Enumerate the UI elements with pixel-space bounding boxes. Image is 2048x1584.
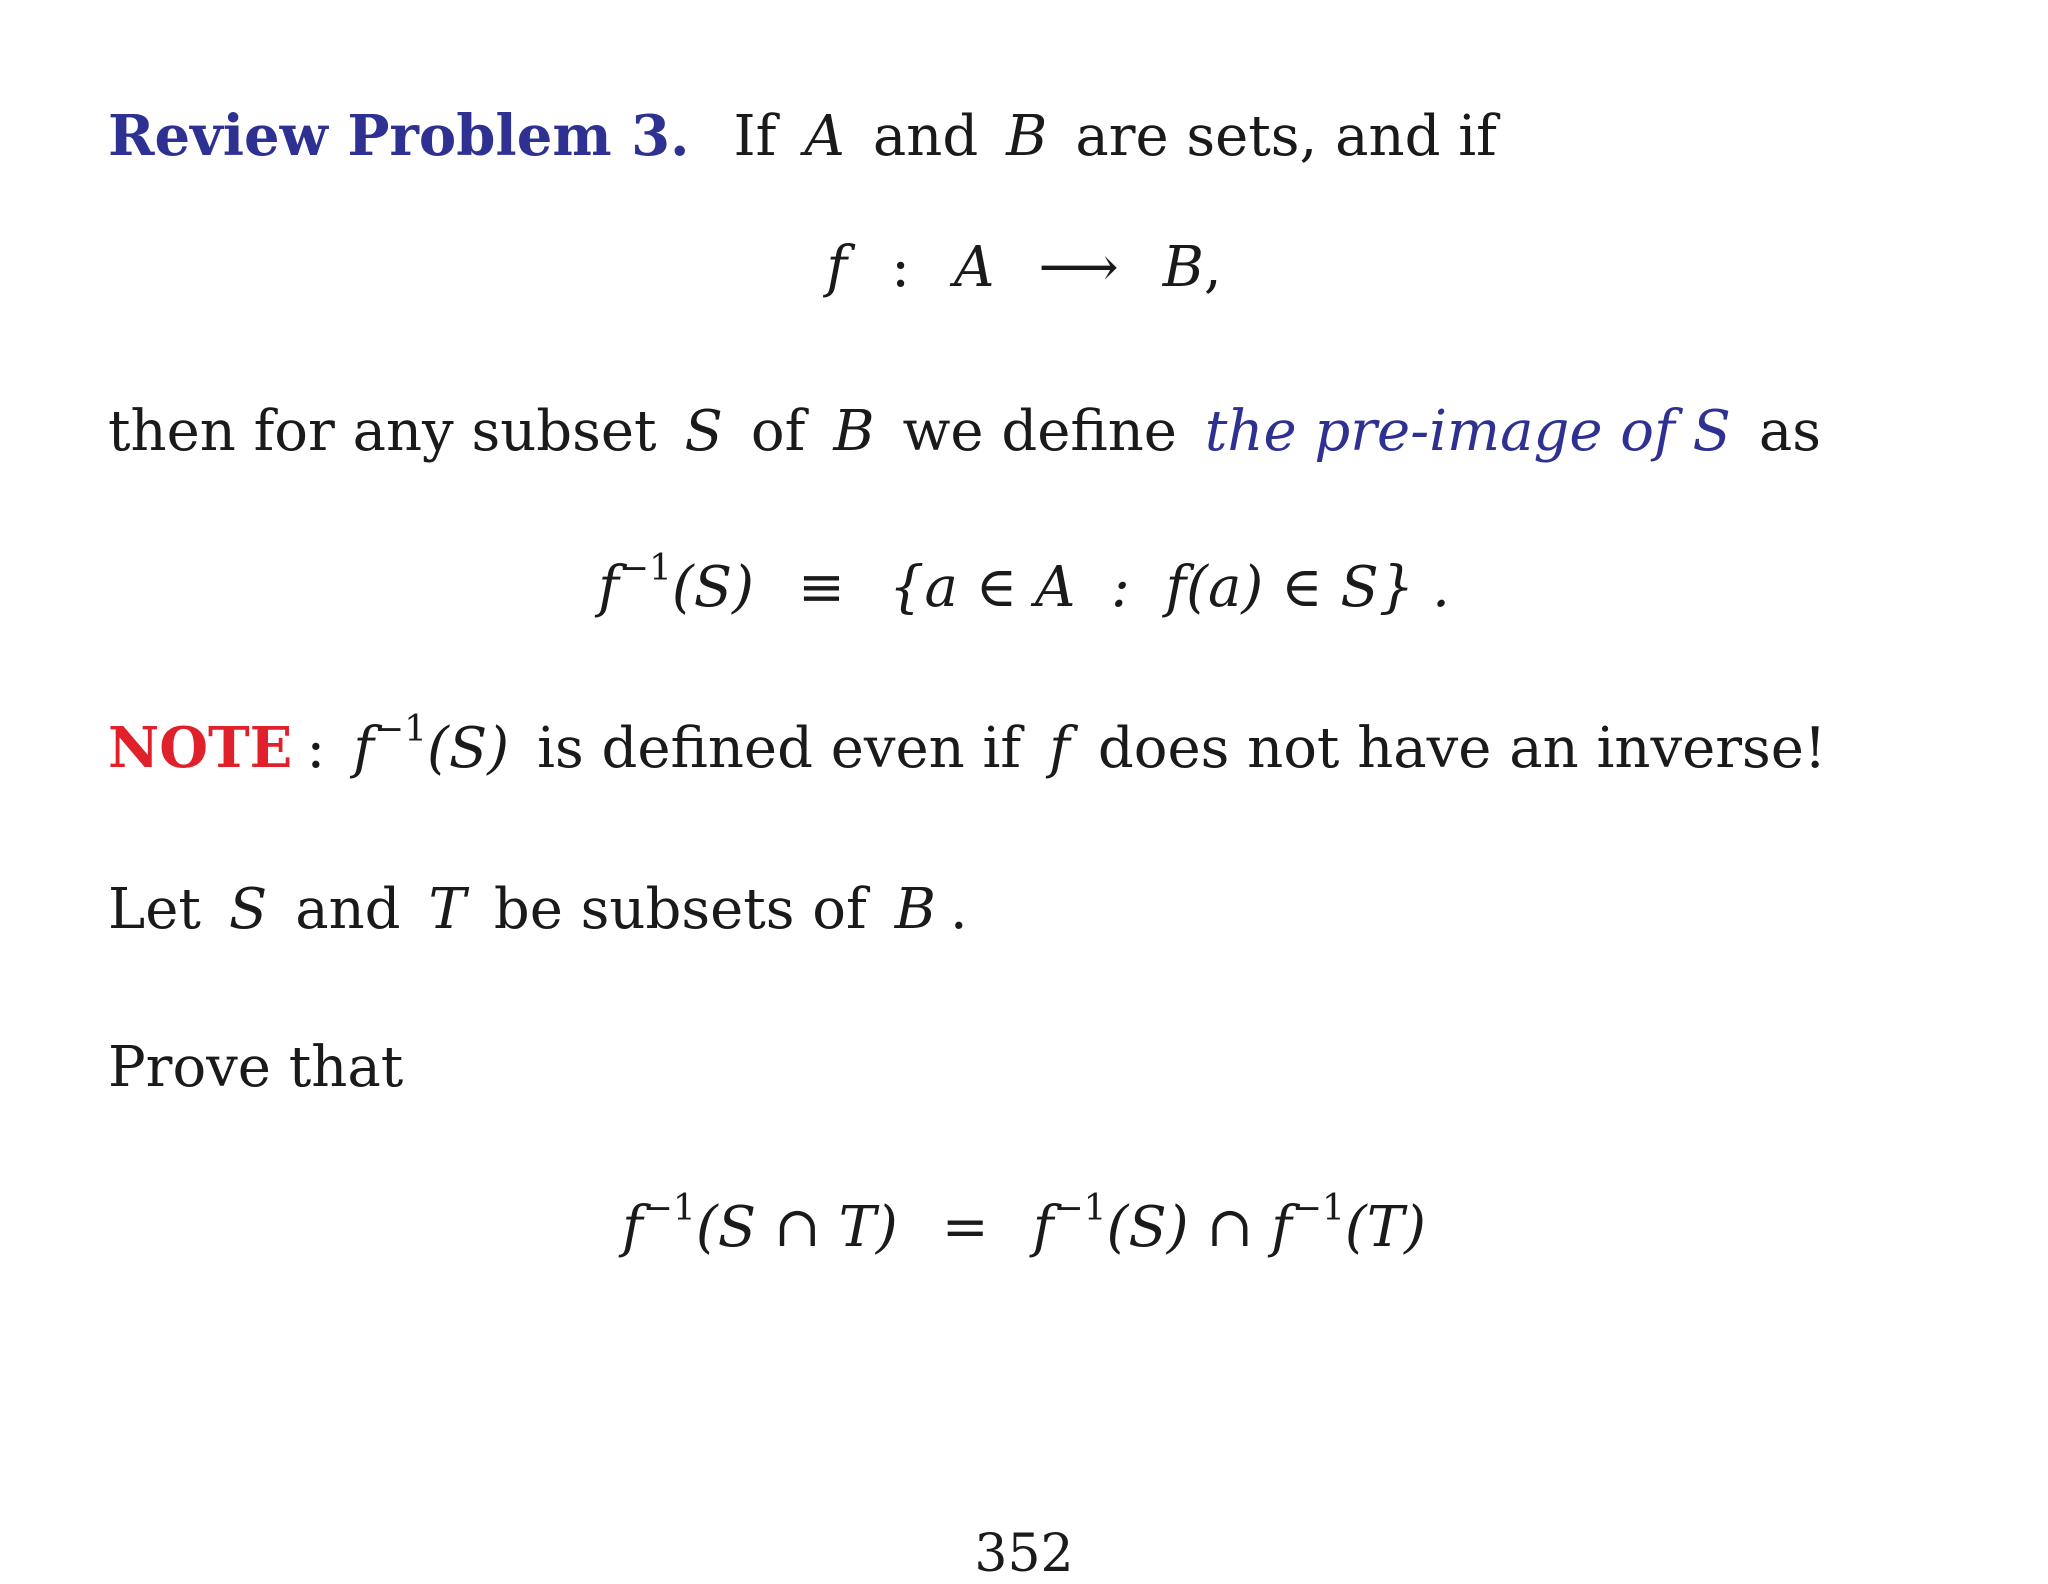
note-label: NOTE: [108, 715, 293, 781]
pre-f: f: [598, 555, 619, 620]
def-text-as: as: [1758, 399, 1822, 464]
def-text-1: then for any subset: [108, 399, 657, 464]
id-lhs-arg: (S ∩ T): [695, 1195, 898, 1260]
id-rhs-arg2: (T): [1344, 1195, 1426, 1260]
equiv-symbol: ≡: [797, 555, 845, 620]
preimage-display: [0, 548, 2048, 620]
map-a: A: [953, 235, 995, 300]
text-and: and: [872, 104, 979, 169]
note-f: f: [353, 716, 374, 781]
note-f2: f: [1049, 716, 1070, 781]
pre-arg: (S): [671, 555, 754, 620]
let-var-t: T: [428, 877, 466, 942]
problem-heading-line: [108, 103, 1497, 169]
let-var-s: S: [228, 877, 268, 942]
let-text-1: Let: [108, 877, 201, 942]
map-display: [0, 235, 2048, 300]
def-text-2: we define: [902, 399, 1177, 464]
note-line: [108, 709, 1827, 781]
let-var-b: B: [894, 877, 936, 942]
prove-text: Prove that: [108, 1035, 404, 1100]
equals-symbol: =: [941, 1195, 989, 1260]
pre-image-term: the pre-image of S: [1204, 399, 1731, 464]
id-rhs-arg1: (S) ∩: [1106, 1195, 1272, 1260]
prove-line: [108, 1035, 404, 1100]
pre-set: {a ∈ A : f(a) ∈ S} .: [888, 555, 1450, 620]
def-var-b: B: [833, 399, 875, 464]
note-text-2: does not have an inverse!: [1097, 716, 1827, 781]
identity-display: [0, 1188, 2048, 1260]
pre-sup: −1: [618, 548, 672, 590]
var-b: B: [1006, 104, 1048, 169]
definition-line: [108, 399, 1822, 464]
let-text-and: and: [295, 877, 401, 942]
let-text-2: be subsets of: [493, 877, 867, 942]
let-period: .: [949, 877, 968, 942]
id-rhs-f2: f: [1271, 1195, 1292, 1260]
let-line: [108, 877, 968, 942]
map-colon: :: [891, 235, 910, 300]
map-f: f: [826, 235, 848, 300]
text-if: If: [733, 104, 777, 169]
def-var-s: S: [684, 399, 723, 464]
note-text-1: is defined even if: [537, 716, 1022, 781]
note-sup: −1: [373, 709, 428, 751]
map-comma: ,: [1203, 235, 1222, 300]
def-text-of: of: [750, 399, 806, 464]
id-lhs-f: f: [622, 1195, 643, 1260]
problem-title: Review Problem 3.: [108, 103, 690, 169]
text-are-sets: are sets, and if: [1075, 104, 1497, 169]
id-rhs-sup1: −1: [1053, 1188, 1107, 1230]
var-a: A: [804, 104, 845, 169]
map-b: B: [1162, 235, 1204, 300]
id-rhs-sup2: −1: [1291, 1188, 1345, 1230]
id-rhs-f1: f: [1032, 1195, 1054, 1260]
note-colon: :: [306, 716, 326, 781]
note-arg: (S): [427, 716, 510, 781]
page-number: 352: [974, 1524, 1074, 1584]
id-lhs-sup: −1: [642, 1188, 696, 1230]
arrow-icon: ⟶: [1038, 235, 1119, 300]
